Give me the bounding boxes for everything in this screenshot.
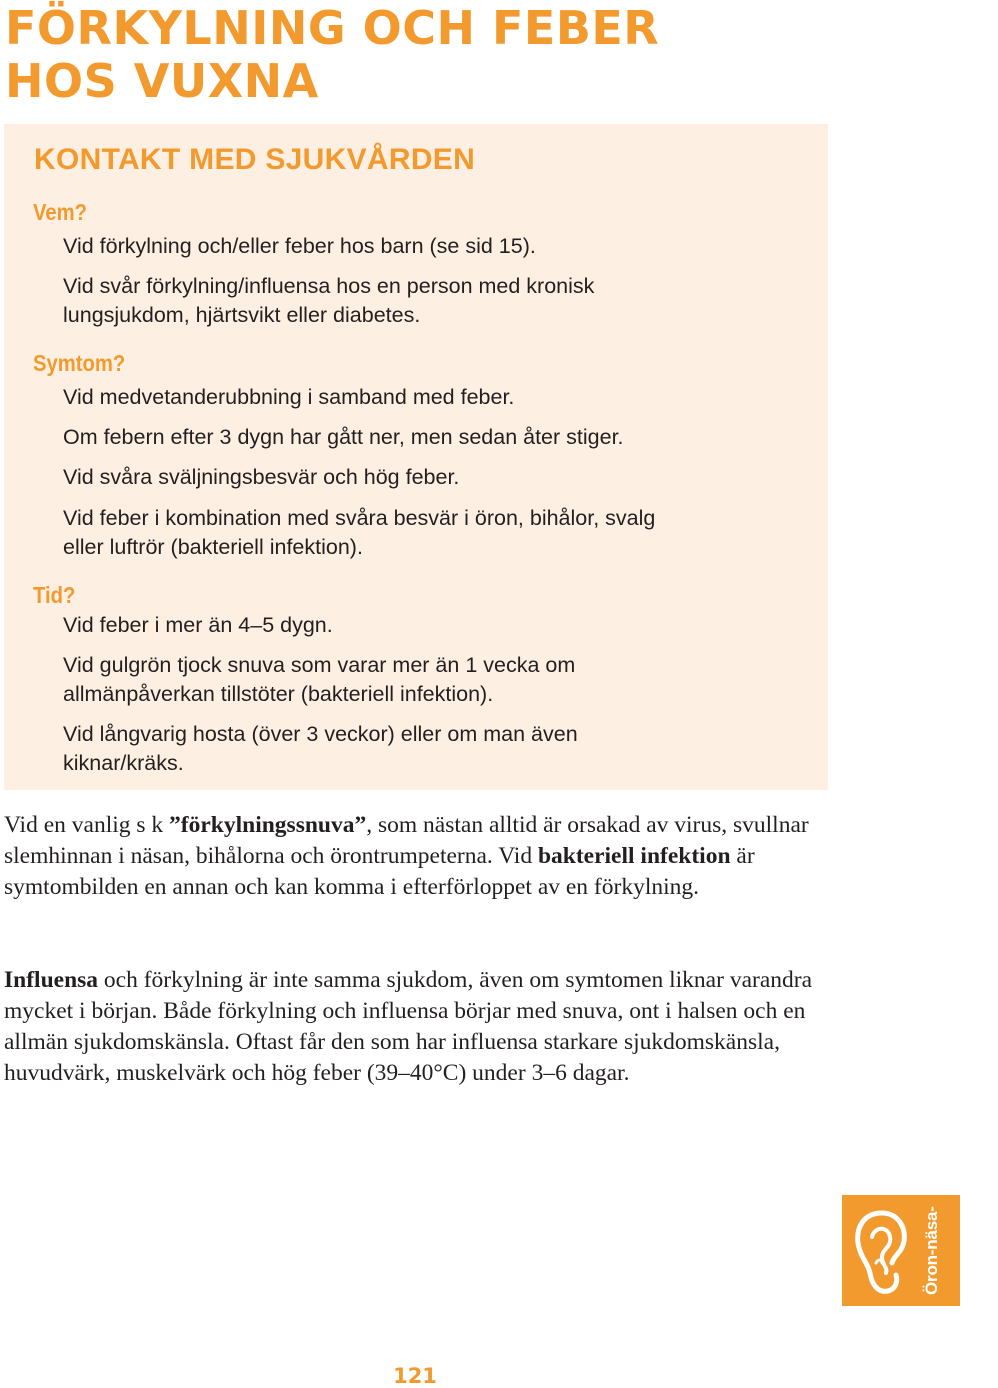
section-label-time: Tid? (33, 582, 76, 608)
section-tab-ear-nose-throat (842, 1195, 985, 1306)
list-item: Vid svåra sväljningsbesvär och hög feber. (63, 465, 460, 489)
list-item: Vid feber i mer än 4–5 dygn. (63, 613, 333, 637)
list-item: Om febern efter 3 dygn har gått ner, men sedan åter stiger. (63, 425, 624, 449)
section-label-symptom: Symtom? (33, 350, 126, 376)
list-item: Vid svår förkylning/influensa hos en person med kronisk lungsjukdom, hjärtsvikt eller diabetes. (63, 274, 595, 327)
list-item: Vid långvarig hosta (över 3 veckor) eller om man även kiknar/kräks. (63, 722, 578, 775)
page-number: 121 (393, 1364, 437, 1388)
contact-box-heading: KONTAKT MED SJUKVÅRDEN (34, 143, 476, 176)
section-label-who: Vem? (33, 199, 88, 225)
list-item: Vid feber i kombination med svåra besvär i öron, bihålor, svalg eller luftrör (bakteriell infektion). (63, 506, 656, 559)
section-tab-label: Öron-näsa-hals (922, 1206, 985, 1295)
paragraph-common-cold: Vid en vanlig s k ”förkylningssnuva”, som nästan alltid är orsakad av virus, svullnar slemhinnan i näsan, bihålorna och örontrumpeterna. Vid bakteriell infektion är symtombilden en annan och kan komma i efterförloppet av en förkylning. (4, 812, 809, 900)
contact-healthcare-box (4, 124, 828, 790)
list-item: Vid förkylning och/eller feber hos barn (se sid 15). (63, 234, 536, 258)
page-title-line-2: HOS VUXNA (5, 54, 319, 108)
list-item: Vid medvetanderubbning i samband med feber. (63, 385, 515, 409)
page-title-line-1: FÖRKYLNING OCH FEBER (5, 1, 660, 55)
paragraph-influenza: Influensa och förkylning är inte samma sjukdom, även om symtomen liknar varandra mycket i början. Både förkylning och influensa börjar med snuva, ont i halsen och en allmän sjukdomskänsla. Oftast får den som har influensa starkare sjukdomskänsla, huvudvärk, muskelvärk och hög feber (39–40°C) under 3–6 dagar. (4, 967, 813, 1086)
list-item: Vid gulgrön tjock snuva som varar mer än 1 vecka om allmänpåverkan tillstöter (bakteriell infektion). (63, 653, 576, 706)
ear-icon (852, 1207, 910, 1297)
page-title (5, 2, 805, 108)
